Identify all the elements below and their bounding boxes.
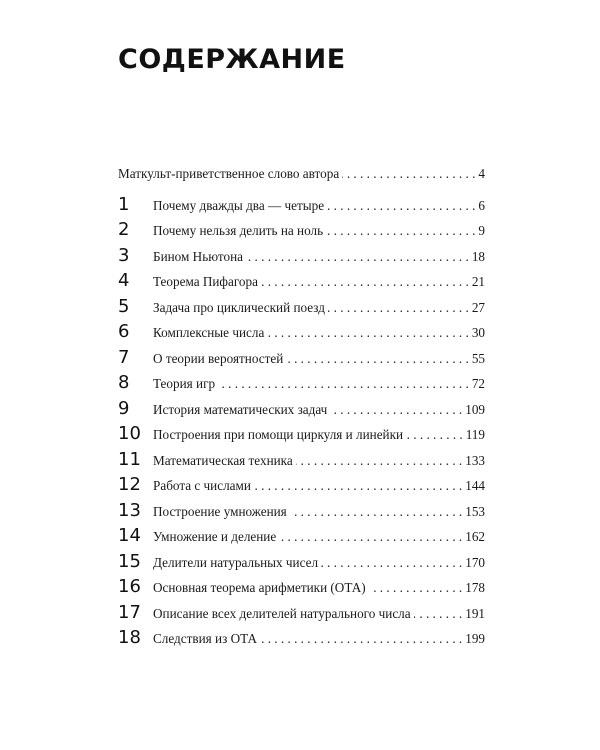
toc-entry-chapter-13[interactable] bbox=[118, 495, 485, 521]
toc-entry bbox=[153, 503, 485, 521]
toc-entry bbox=[153, 197, 485, 215]
chapter-number: 11 bbox=[118, 448, 141, 470]
toc-entry bbox=[153, 605, 485, 623]
toc-entry-title: Описание всех делителей натурального числа bbox=[153, 605, 411, 621]
toc-entry-page: 55 bbox=[471, 350, 485, 366]
chapter-number: 3 bbox=[118, 244, 130, 266]
dot-leader bbox=[246, 248, 469, 266]
toc-entry-intro[interactable] bbox=[118, 163, 485, 183]
toc-entry bbox=[153, 375, 485, 393]
toc-entry-title: Теория игр bbox=[153, 376, 216, 391]
dot-leader bbox=[254, 477, 462, 495]
toc-entry-chapter-1[interactable] bbox=[118, 189, 485, 215]
toc-entry bbox=[153, 248, 485, 266]
toc-entry bbox=[153, 554, 485, 572]
toc-entry-page: 6 bbox=[478, 197, 485, 213]
toc-entry bbox=[153, 579, 485, 597]
toc-entry-title: Основная теорема арифметики (ОТА) bbox=[153, 580, 366, 595]
chapter-number: 18 bbox=[118, 627, 141, 648]
toc-entry-page: 191 bbox=[465, 605, 485, 621]
dot-leader bbox=[406, 426, 463, 444]
toc-entry bbox=[153, 452, 485, 470]
toc-entry-title: История математических задач bbox=[153, 401, 328, 417]
toc-entry bbox=[118, 165, 485, 183]
dot-leader bbox=[321, 554, 462, 572]
toc-entry-page: 153 bbox=[465, 503, 485, 519]
toc-entry-chapter-15[interactable] bbox=[118, 546, 485, 572]
toc-entry bbox=[153, 273, 485, 291]
toc-entry-chapter-6[interactable] bbox=[118, 317, 485, 343]
toc-entry-chapter-3[interactable] bbox=[118, 240, 485, 266]
toc-entry-title: Работа с числами bbox=[153, 478, 251, 493]
toc-entry bbox=[153, 477, 485, 495]
dot-leader bbox=[326, 222, 475, 240]
dot-leader bbox=[414, 605, 463, 623]
page-title: СОДЕРЖАНИЕ bbox=[118, 44, 346, 75]
toc-entry-page: 4 bbox=[478, 166, 485, 181]
chapter-number: 12 bbox=[118, 474, 141, 495]
dot-leader bbox=[218, 375, 469, 393]
dot-leader bbox=[279, 528, 462, 546]
toc-entry-page: 144 bbox=[465, 478, 485, 493]
chapter-number: 6 bbox=[118, 321, 130, 342]
toc-entry-chapter-7[interactable] bbox=[118, 342, 485, 368]
toc-entry-chapter-14[interactable] bbox=[118, 521, 485, 547]
toc-entry-chapter-11[interactable] bbox=[118, 444, 485, 470]
chapter-number: 2 bbox=[118, 219, 130, 240]
chapter-number: 5 bbox=[118, 295, 130, 317]
toc-entry-page: 9 bbox=[478, 223, 485, 238]
dot-leader bbox=[330, 401, 462, 419]
toc-entry-page: 178 bbox=[465, 580, 485, 595]
toc-entry-chapter-2[interactable] bbox=[118, 215, 485, 241]
toc-entry-page: 162 bbox=[465, 529, 485, 544]
chapter-number: 13 bbox=[118, 499, 141, 521]
toc-entry-chapter-4[interactable] bbox=[118, 266, 485, 292]
toc-entry-chapter-8[interactable] bbox=[118, 368, 485, 394]
chapter-number: 9 bbox=[118, 397, 130, 419]
chapter-number: 4 bbox=[118, 270, 130, 291]
toc-entry-title: Маткульт-приветственное слово автора bbox=[118, 166, 340, 181]
toc-entry bbox=[153, 426, 485, 444]
toc-entry-title: Задача про циклический поезд bbox=[153, 299, 325, 315]
chapter-list bbox=[118, 189, 485, 648]
dot-leader bbox=[296, 452, 462, 470]
chapter-number: 1 bbox=[118, 193, 130, 215]
dot-leader bbox=[286, 350, 469, 368]
toc-entry bbox=[153, 528, 485, 546]
toc-entry bbox=[153, 350, 485, 368]
dot-leader bbox=[290, 503, 462, 521]
chapter-number: 8 bbox=[118, 372, 130, 393]
toc-entry-title: Делители натуральных чисел bbox=[153, 554, 319, 570]
toc-entry-chapter-10[interactable] bbox=[118, 419, 485, 445]
dot-leader bbox=[260, 630, 462, 648]
toc-entry-chapter-9[interactable] bbox=[118, 393, 485, 419]
toc-entry-page: 170 bbox=[465, 554, 485, 570]
dot-leader bbox=[369, 579, 463, 597]
toc-entry-chapter-16[interactable] bbox=[118, 572, 485, 598]
dot-leader bbox=[342, 165, 475, 183]
toc-entry-chapter-12[interactable] bbox=[118, 470, 485, 496]
chapter-number: 15 bbox=[118, 550, 141, 572]
toc-entry-page: 199 bbox=[465, 631, 485, 646]
toc-entry-title: Почему нельзя делить на ноль bbox=[153, 223, 324, 238]
toc-entry-title: Следствия из ОТА bbox=[153, 631, 258, 646]
chapter-number: 14 bbox=[118, 525, 141, 546]
chapter-number: 17 bbox=[118, 601, 141, 623]
toc-entry bbox=[153, 630, 485, 648]
toc-entry bbox=[153, 324, 485, 342]
toc-entry-title: Теорема Пифагора bbox=[153, 274, 258, 289]
toc-entry-title: Построение умножения bbox=[153, 503, 287, 519]
toc-entry bbox=[153, 401, 485, 419]
dot-leader bbox=[327, 197, 475, 215]
toc-entry bbox=[153, 299, 485, 317]
toc-entry-chapter-17[interactable] bbox=[118, 597, 485, 623]
toc-entry-page: 109 bbox=[465, 401, 485, 417]
toc-entry-page: 18 bbox=[471, 248, 485, 264]
toc-entry-title: Умножение и деление bbox=[153, 529, 277, 544]
toc-entry-title: Почему дважды два — четыре bbox=[153, 197, 325, 213]
toc-entry-chapter-5[interactable] bbox=[118, 291, 485, 317]
toc-entry-page: 72 bbox=[471, 376, 485, 391]
dot-leader bbox=[267, 324, 469, 342]
toc-entry-title: Бином Ньютона bbox=[153, 248, 243, 264]
toc-entry-page: 30 bbox=[471, 325, 485, 340]
toc-entry-title: Построения при помощи циркуля и линейки bbox=[153, 427, 404, 442]
toc-entry-page: 119 bbox=[465, 427, 485, 442]
chapter-number: 7 bbox=[118, 346, 130, 368]
toc-entry-title: Математическая техника bbox=[153, 452, 293, 468]
table-of-contents bbox=[118, 163, 485, 648]
chapter-number: 16 bbox=[118, 576, 141, 597]
toc-entry-page: 21 bbox=[471, 274, 485, 289]
dot-leader bbox=[261, 273, 469, 291]
toc-entry-page: 27 bbox=[471, 299, 485, 315]
dot-leader bbox=[328, 299, 469, 317]
toc-entry-title: Комплексные числа bbox=[153, 325, 265, 340]
toc-entry-page: 133 bbox=[465, 452, 485, 468]
toc-entry-chapter-18[interactable] bbox=[118, 623, 485, 649]
chapter-number: 10 bbox=[118, 423, 141, 444]
toc-entry bbox=[153, 222, 485, 240]
toc-entry-title: О теории вероятностей bbox=[153, 350, 284, 366]
